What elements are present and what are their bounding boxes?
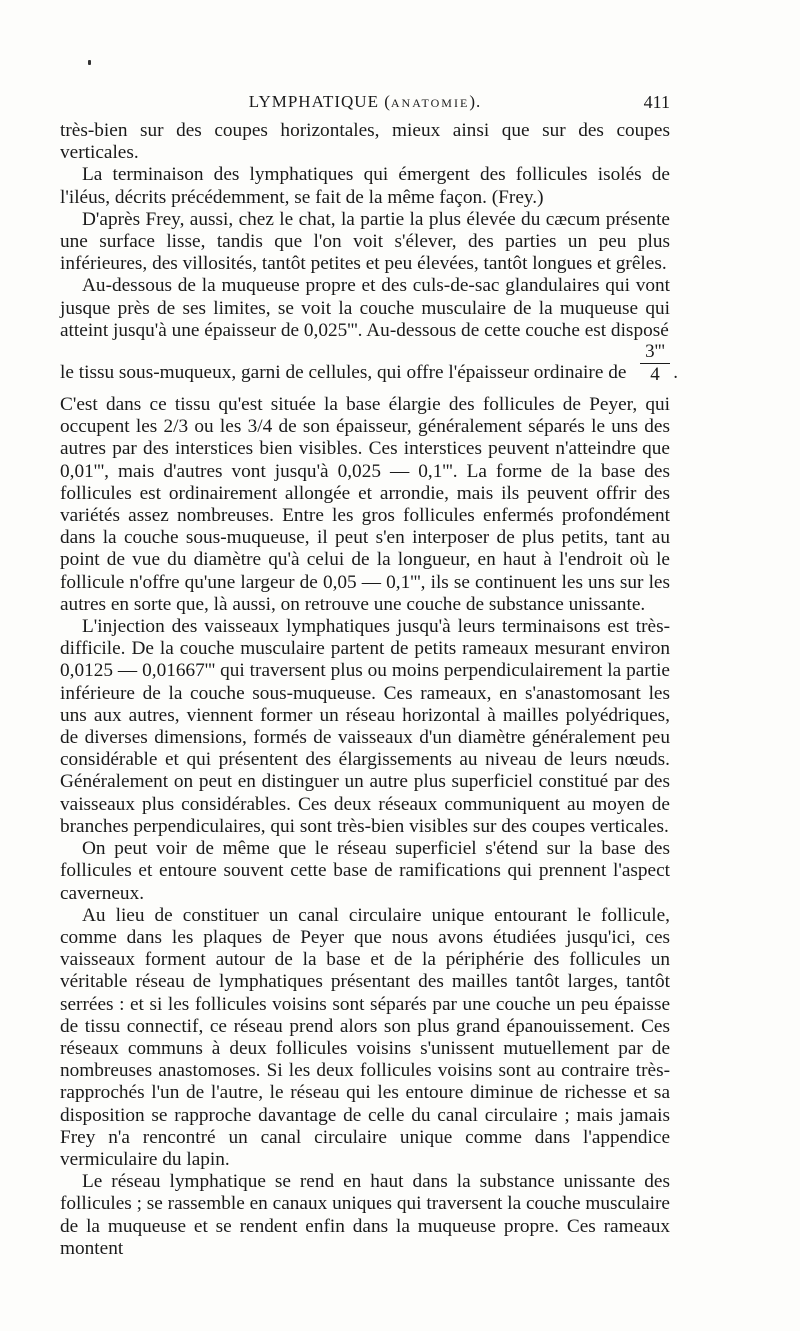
paragraph: La terminaison des lymphatiques qui émergent des follicules isolés de l'iléus, décrits précédemment, se fait de la même façon. (Frey.) xyxy=(60,164,670,208)
paragraph: Au-dessous de la muqueuse propre et des culs-de-sac glandulaires qui vont jusque près de ses limites, se voit la couche musculaire de la muqueuse qui atteint jusqu'à une épaisseur de 0,025'''. Au-dessous de cette couche est disposé xyxy=(60,275,670,341)
paragraph: D'après Frey, aussi, chez le chat, la partie la plus élevée du cæcum présente une surface lisse, tandis que l'on voit s'élever, des parties un peu plus inférieures, des villosités, tantôt petites et peu élevées, tantôt longues et grêles. xyxy=(60,208,670,275)
paragraph-fraction-line xyxy=(60,341,678,394)
paragraph: Le réseau lymphatique se rend en haut dans la substance unissante des follicules ; se rassemble en canaux uniques qui traversent la couche musculaire de la muqueuse et se rendent enfin dans la muqueuse propre. Ces rameaux montent xyxy=(60,1171,670,1259)
paragraph: L'injection des vaisseaux lymphatiques jusqu'à leurs terminaisons est très-difficile. De la couche musculaire partent de petits rameaux mesurant environ 0,0125 — 0,01667''' qui traversent plus ou moins perpendiculairement la partie inférieure de la couche sous-muqueuse. Ces rameaux, en s'anastomosant les uns aux autres, viennent former un réseau horizontal à mailles polyédriques, de diverses dimensions, formés de vaisseaux d'un diamètre généralement peu considérable et qui présentent des élargissements au niveau de leurs nœuds. Généralement on peut en distinguer un autre plus superficiel constitué par des vaisseaux plus considérables. Ces deux réseaux communiquent au moyen de branches perpendiculaires, qui sont très-bien visibles sur des coupes verticales. xyxy=(60,616,670,837)
running-title xyxy=(60,92,670,112)
fraction-line-text: le tissu sous-muqueux, garni de cellules, qui offre l'épaisseur ordinaire de xyxy=(60,362,627,384)
fraction-numerator: 3''' xyxy=(640,342,670,364)
running-title-main: LYMPHATIQUE ( xyxy=(248,92,391,111)
body-text xyxy=(60,120,678,1260)
paragraph: C'est dans ce tissu qu'est située la base élargie des follicules de Peyer, qui occupent les 2/3 ou les 3/4 de son épaisseur, généralement séparés le uns des autres par des interstices bien visibles. Ces interstices peuvent n'atteindre que 0,01''', mais d'autres vont jusqu'à 0,025 — 0,1'''. La forme de la base des follicules est ordinairement allongée et arrondie, mais ils peuvent offrir des variétés assez nombreuses. Entre les gros follicules enfermés profondément dans la couche sous-muqueuse, il peut s'en interposer de plus petits, tant au point de vue du diamètre qu'à celui de la longueur, en haut à l'endroit où le follicule n'offre qu'une largeur de 0,05 — 0,1''', ils se continuent les uns sur les autres en sorte que, là aussi, on retrouve une couche de substance unissante. xyxy=(60,394,670,615)
running-title-end: ). xyxy=(469,92,482,111)
fraction xyxy=(640,341,678,386)
fraction-end-punctuation: . xyxy=(673,362,678,384)
page-number: 411 xyxy=(643,92,670,112)
paragraph: très-bien sur des coupes horizontales, mieux ainsi que sur des coupes verticales. xyxy=(60,120,670,164)
ink-speck xyxy=(88,60,91,65)
paragraph: Au lieu de constituer un canal circulaire unique entourant le follicule, comme dans les plaques de Peyer que nous avons étudiées jusqu'ici, ces vaisseaux forment autour de la base et de la périphérie des follicules un véritable réseau de lymphatiques présentant des mailles tantôt larges, tantôt serrées : et si les follicules voisins sont séparés par une couche un peu épaisse de tissu connectif, ce réseau prend alors son plus grand épanouissement. Ces réseaux communs à deux follicules voisins s'unissent mutuellement par de nombreuses anastomoses. Si les deux follicules voisins sont au contraire très-rapprochés l'un de l'autre, le réseau qui les entoure diminue de richesse et sa disposition se rapproche davantage de celle du canal circulaire ; mais jamais Frey n'a rencontré un canal circulaire unique comme dans l'appendice vermiculaire du lapin. xyxy=(60,904,670,1170)
running-title-small-caps: ANATOMIE xyxy=(390,96,470,110)
running-header xyxy=(60,90,670,116)
paragraph: On peut voir de même que le réseau superficiel s'étend sur la base des follicules et entoure souvent cette base de ramifications qui prennent l'aspect caverneux. xyxy=(60,838,670,904)
fraction-denominator: 4 xyxy=(650,364,660,386)
